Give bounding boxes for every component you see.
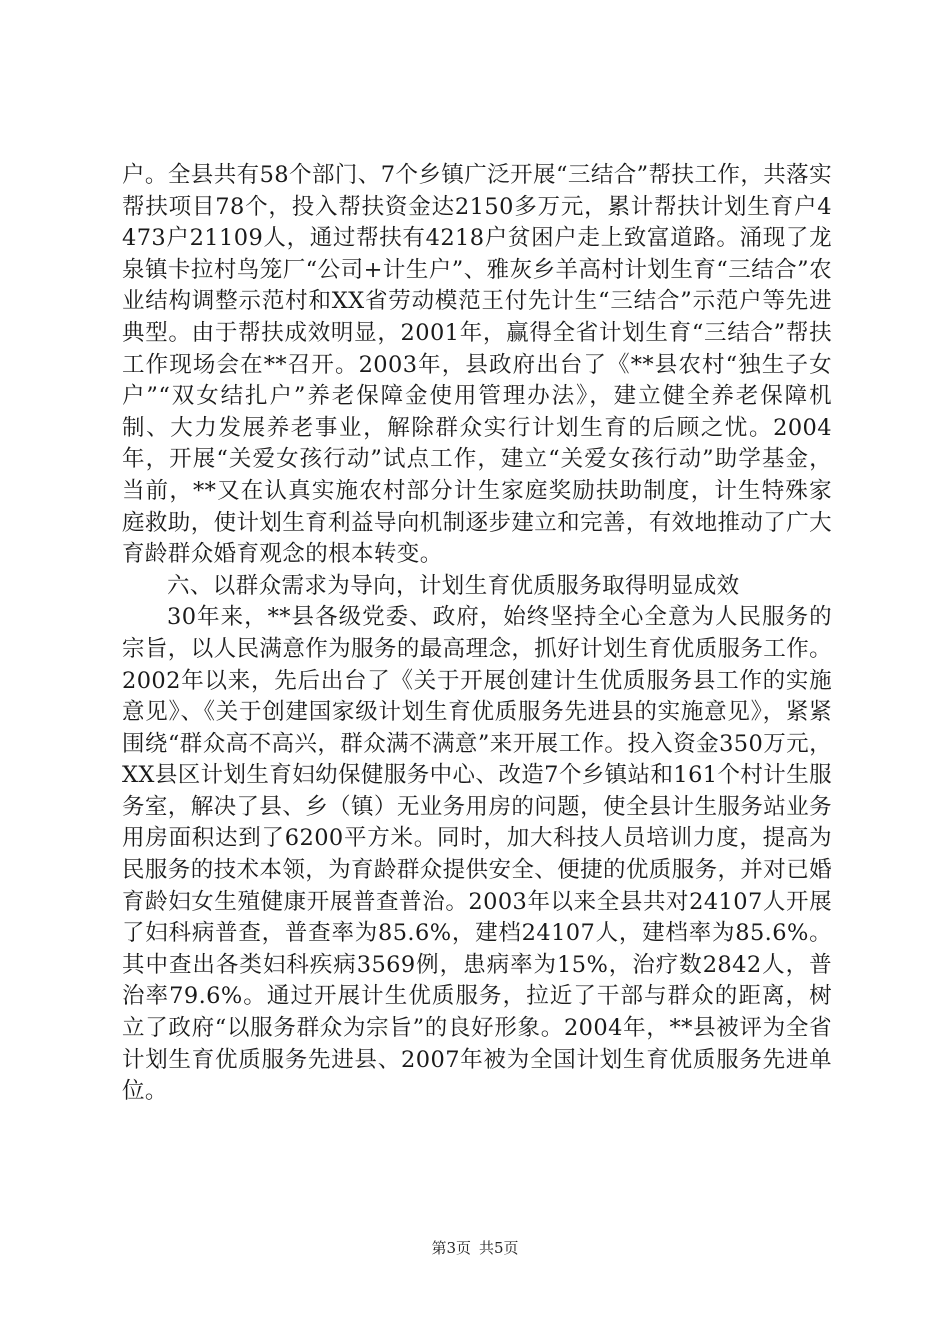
- paragraph-section-body: 30年来，**县各级党委、政府，始终坚持全心全意为人民服务的宗旨，以人民满意作为服务的最高理念，抓好计划生育优质服务工作。2002年以来，先后出台了《关于开展创建计生优质服务县工作的实施意见》、《关于创建国家级计划生育优质服务先进县的实施意见》，紧紧围绕“群众高不高兴，群众满不满意”来开展工作。投入资金350万元，XX县区计划生育妇幼保健服务中心、改造7个乡镇站和161个村计生服务室，解决了县、乡（镇）无业务用房的问题，使全县计生服务站业务用房面积达到了6200平方米。同时，加大科技人员培训力度，提高为民服务的技术本领，为育龄群众提供安全、便捷的优质服务，并对已婚育龄妇女生殖健康开展普查普治。2003年以来全县共对24107人开展了妇科病普查，普查率为85.6%，建档24107人，建档率为85.6%。其中查出各类妇科疾病3569例，患病率为15%，治疗数2842人，普治率79.6%。通过开展计生优质服务，拉近了干部与群众的距离，树立了政府“以服务群众为宗旨”的良好形象。2004年，**县被评为全省计划生育优质服务先进县、2007年被为全国计划生育优质服务先进单位。: [122, 604, 832, 1105]
- section-heading: 六、以群众需求为导向，计划生育优质服务取得明显成效: [167, 572, 740, 599]
- document-body: [122, 160, 832, 1108]
- page-number: 第3页: [431, 1239, 471, 1257]
- paragraph-continuation: 户。全县共有58个部门、7个乡镇广泛开展“三结合”帮扶工作，共落实帮扶项目78个，投入帮扶资金达2150多万元，累计帮扶计划生育户4473户21109人，通过帮扶有4218户贫困户走上致富道路。涌现了龙泉镇卡拉村鸟笼厂“公司+计生户”、雅灰乡羊高村计划生育“三结合”农业结构调整示范村和XX省劳动模范王付先计生“三结合”示范户等先进典型。由于帮扶成效明显，2001年，赢得全省计划生育“三结合”帮扶工作现场会在**召开。2003年，县政府出台了《**县农村“独生子女户”“双女结扎户”养老保障金使用管理办法》，建立健全养老保障机制、大力发展养老事业，解除群众实行计划生育的后顾之忧。2004年，开展“关爱女孩行动”试点工作，建立“关爱女孩行动”助学基金，当前，**又在认真实施农村部分计生家庭奖励扶助制度，计生特殊家庭救助，使计划生育利益导向机制逐步建立和完善，有效地推动了广大育龄群众婚育观念的根本转变。: [122, 162, 832, 568]
- page-footer: [0, 1238, 950, 1258]
- page-total: 共5页: [479, 1239, 519, 1257]
